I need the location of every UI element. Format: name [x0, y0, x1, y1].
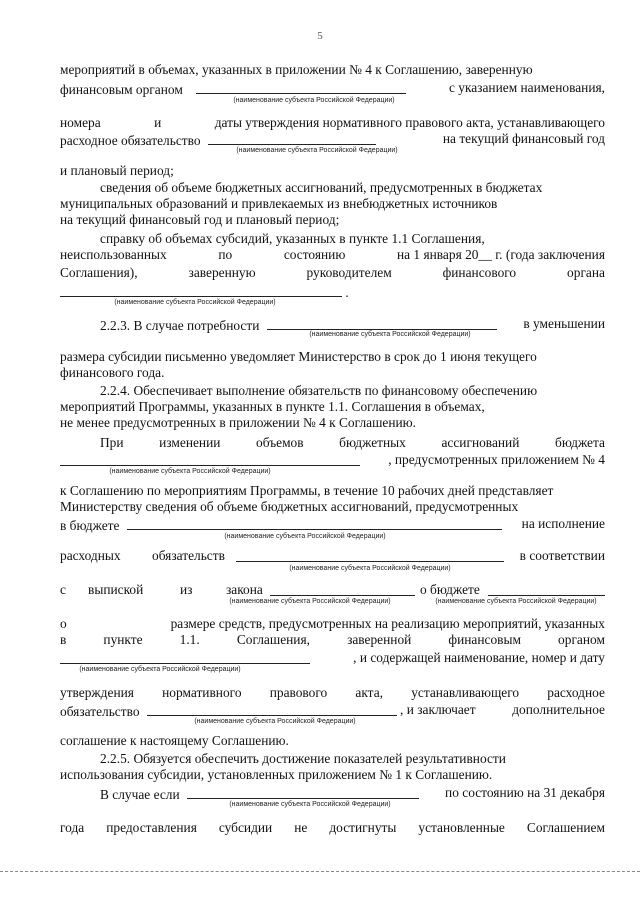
- word: заверенной: [347, 632, 412, 647]
- word: изменении: [159, 435, 221, 450]
- word: достигнуты: [329, 820, 397, 835]
- word: органа: [567, 265, 605, 280]
- field-caption: (наименование субъекта Российской Федерации): [79, 666, 241, 673]
- word: неиспользованных: [60, 247, 167, 262]
- text-fragment: в уменьшении: [523, 316, 605, 331]
- field-caption: (наименование субъекта Российской Федерации): [236, 147, 398, 154]
- text-line: [60, 265, 605, 281]
- text-line: мероприятий в объемах, указанных в приложении № 4 к Соглашению, заверенную: [60, 62, 533, 77]
- text-line: соглашение к настоящему Соглашению.: [60, 733, 289, 748]
- text-line: [60, 316, 605, 332]
- fill-blank: [196, 80, 406, 94]
- text-fragment: , и заключает: [400, 702, 476, 717]
- text-fragment: на исполнение: [521, 516, 605, 531]
- text-line: на текущий финансовый год и плановый период;: [60, 212, 340, 227]
- fill-blank: [60, 283, 342, 297]
- field-caption: (наименование субъекта Российской Федерации): [233, 97, 395, 104]
- word: органом: [558, 632, 605, 647]
- word: не: [294, 820, 308, 835]
- text-fragment: по состоянию на 31 декабря: [445, 785, 605, 800]
- text-fragment: с: [60, 582, 66, 597]
- page-edge-rule: [0, 871, 640, 872]
- fill-blank: [127, 516, 502, 530]
- word: размере средств, предусмотренных на реализацию мероприятий, указанных: [170, 616, 605, 631]
- text-line: [60, 80, 605, 96]
- text-fragment: закона: [226, 582, 263, 597]
- text-line: [60, 702, 605, 718]
- text-line: [60, 247, 605, 263]
- text-line: финансового года.: [60, 365, 165, 380]
- word: о: [60, 616, 67, 631]
- word: пункте: [103, 632, 143, 647]
- text-line: 2.2.5. Обязуется обеспечить достижение показателей результативности: [100, 751, 506, 766]
- field-caption: (наименование субъекта Российской Федерации): [229, 598, 391, 605]
- field-caption: (наименование субъекта Российской Федерации): [114, 299, 276, 306]
- word: правового: [269, 685, 328, 700]
- text-fragment: 2.2.3. В случае потребности: [100, 318, 260, 333]
- word: финансовым: [448, 632, 521, 647]
- text-line: и плановый период;: [60, 163, 174, 178]
- word: Соглашением: [526, 820, 605, 835]
- text-fragment: о бюджете: [420, 582, 480, 597]
- text-fragment: в соответствии: [519, 548, 605, 563]
- text-line: [60, 650, 605, 666]
- text-fragment: дополнительное: [512, 702, 605, 717]
- word: нормативного: [162, 685, 242, 700]
- word: на 1 января 20__ г. (года заключения: [396, 247, 605, 262]
- word: состоянию: [283, 247, 346, 262]
- text-line: [60, 115, 605, 131]
- field-caption: (наименование субъекта Российской Федерации): [109, 468, 271, 475]
- word: в: [60, 632, 67, 647]
- text-line: [60, 616, 605, 632]
- word: Соглашения,: [236, 632, 310, 647]
- page-number: 5: [317, 30, 323, 42]
- text-line: 2.2.4. Обеспечивает выполнение обязательств по финансовому обеспечению: [100, 383, 538, 398]
- text-line: Министерству сведения об объеме бюджетных ассигнований, предусмотренных: [60, 499, 519, 514]
- word: по: [218, 247, 233, 262]
- text-fragment: обязательство: [60, 704, 140, 719]
- field-caption: (наименование субъекта Российской Федерации): [435, 598, 597, 605]
- fill-blank: [270, 582, 415, 596]
- text-line: [60, 582, 605, 598]
- word: 1.1.: [179, 632, 200, 647]
- word: предоставления: [106, 820, 197, 835]
- text-fragment: в бюджете: [60, 518, 120, 533]
- field-caption: (наименование субъекта Российской Федерации): [229, 801, 391, 808]
- text-fragment: выпиской: [88, 582, 144, 597]
- word: акта,: [355, 685, 383, 700]
- text-fragment: на текущий финансовый год: [442, 131, 605, 146]
- word: субсидии: [218, 820, 273, 835]
- word: номера: [60, 115, 101, 130]
- word: года: [60, 820, 85, 835]
- text-fragment: В случае если: [100, 787, 180, 802]
- field-caption: (наименование субъекта Российской Федерации): [224, 533, 386, 540]
- text-line: [60, 632, 605, 648]
- text-line: муниципальных образований и привлекаемых из внебюджетных источников: [60, 196, 498, 211]
- text-line: [60, 685, 605, 701]
- word: При: [100, 435, 124, 450]
- word: заверенную: [188, 265, 256, 280]
- word: установленные: [418, 820, 505, 835]
- field-caption: (наименование субъекта Российской Федерации): [309, 331, 471, 338]
- word: бюджета: [555, 435, 605, 450]
- text-line: [60, 785, 605, 801]
- fill-blank: [147, 702, 397, 716]
- text-line: не менее предусмотренных в приложении № 4 к Соглашению.: [60, 415, 417, 430]
- text-fragment: .: [345, 285, 349, 300]
- text-fragment: с указанием наименования,: [448, 80, 605, 95]
- text-fragment: , предусмотренных приложением № 4: [388, 452, 605, 467]
- fill-blank: [208, 131, 376, 145]
- text-line: к Соглашению по мероприятиям Программы, в течение 10 рабочих дней представляет: [60, 483, 554, 498]
- text-line: [60, 435, 605, 451]
- word: устанавливающего: [411, 685, 520, 700]
- text-line: сведения об объеме бюджетных ассигнований, предусмотренных в бюджетах: [100, 180, 543, 195]
- text-line: мероприятий Программы, указанных в пункте 1.1. Соглашения в объемах,: [60, 399, 485, 414]
- text-fragment: обязательств: [152, 548, 225, 563]
- fill-blank: [267, 316, 497, 330]
- text-line: справку об объемах субсидий, указанных в пункте 1.1 Соглашения,: [100, 231, 485, 246]
- text-line: [60, 131, 605, 147]
- word: расходное: [547, 685, 605, 700]
- text-line: [60, 548, 605, 564]
- word: руководителем: [306, 265, 392, 280]
- field-caption: (наименование субъекта Российской Федерации): [289, 565, 451, 572]
- fill-blank: [187, 785, 419, 799]
- word: Соглашения),: [60, 265, 138, 280]
- text-line: [60, 452, 605, 468]
- word: бюджетных: [339, 435, 406, 450]
- text-fragment: расходное обязательство: [60, 133, 201, 148]
- text-fragment: , и содержащей наименование, номер и дату: [353, 650, 605, 665]
- text-line: [60, 820, 605, 836]
- text-fragment: финансовым органом: [60, 82, 183, 97]
- word: даты утверждения нормативного правового акта, устанавливающего: [214, 115, 605, 130]
- text-line: размера субсидии письменно уведомляет Министерство в срок до 1 июня текущего: [60, 349, 537, 364]
- fill-blank: [60, 650, 310, 664]
- fill-blank: [236, 548, 504, 562]
- fill-blank: [60, 452, 360, 466]
- word: утверждения: [60, 685, 134, 700]
- word: объемов: [256, 435, 304, 450]
- word: финансового: [442, 265, 517, 280]
- field-caption: (наименование субъекта Российской Федерации): [194, 718, 356, 725]
- text-line: использования субсидии, установленных приложением № 1 к Соглашению.: [60, 767, 493, 782]
- text-line: [60, 283, 605, 299]
- text-line: [60, 516, 605, 532]
- text-fragment: из: [180, 582, 193, 597]
- word: ассигнований: [441, 435, 520, 450]
- word: и: [154, 115, 162, 130]
- fill-blank: [488, 582, 605, 596]
- text-fragment: расходных: [60, 548, 121, 563]
